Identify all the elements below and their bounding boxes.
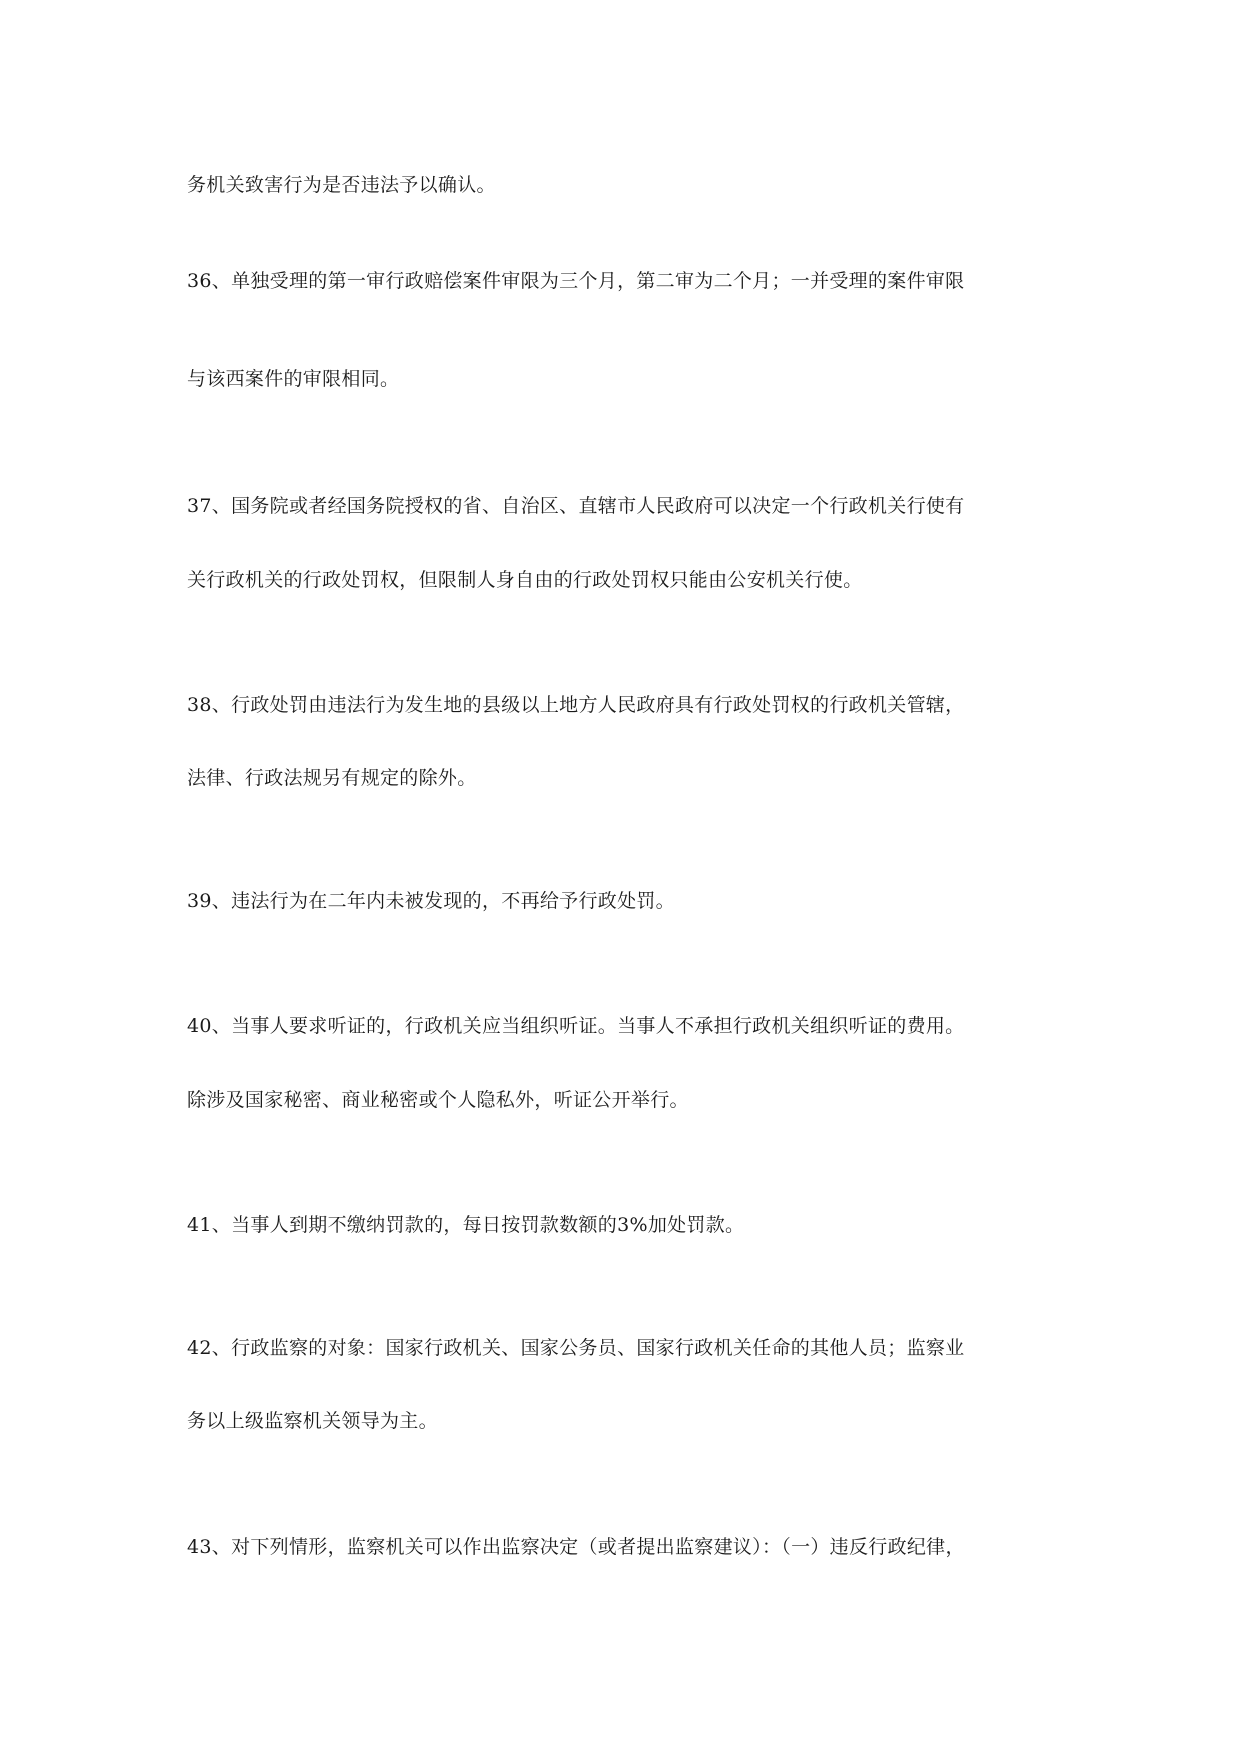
text-line-8: 39、违法行为在二年内未被发现的，不再给予行政处罚。: [187, 890, 675, 912]
text-line-13: 务以上级监察机关领导为主。: [187, 1410, 438, 1432]
text-line-12: 42、行政监察的对象：国家行政机关、国家公务员、国家行政机关任命的其他人员；监察业: [187, 1337, 965, 1359]
text-line-3: 与该西案件的审限相同。: [187, 368, 400, 390]
text-line-9: 40、当事人要求听证的，行政机关应当组织听证。当事人不承担行政机关组织听证的费用。: [187, 1015, 965, 1037]
text-line-4: 37、国务院或者经国务院授权的省、自治区、直辖市人民政府可以决定一个行政机关行使有: [187, 495, 965, 517]
text-line-2: 36、单独受理的第一审行政赔偿案件审限为三个月，第二审为二个月；一并受理的案件审限: [187, 270, 965, 292]
text-line-5: 关行政机关的行政处罚权，但限制人身自由的行政处罚权只能由公安机关行使。: [187, 569, 863, 591]
text-line-1: 务机关致害行为是否违法予以确认。: [187, 174, 496, 196]
text-line-14: 43、对下列情形，监察机关可以作出监察决定（或者提出监察建议）：（一）违反行政纪律，: [187, 1536, 965, 1558]
text-line-6: 38、行政处罚由违法行为发生地的县级以上地方人民政府具有行政处罚权的行政机关管辖，: [187, 694, 965, 716]
text-line-11: 41、当事人到期不缴纳罚款的，每日按罚款数额的3%加处罚款。: [187, 1214, 745, 1236]
text-line-7: 法律、行政法规另有规定的除外。: [187, 767, 477, 789]
text-line-10: 除涉及国家秘密、商业秘密或个人隐私外，听证公开举行。: [187, 1089, 689, 1111]
